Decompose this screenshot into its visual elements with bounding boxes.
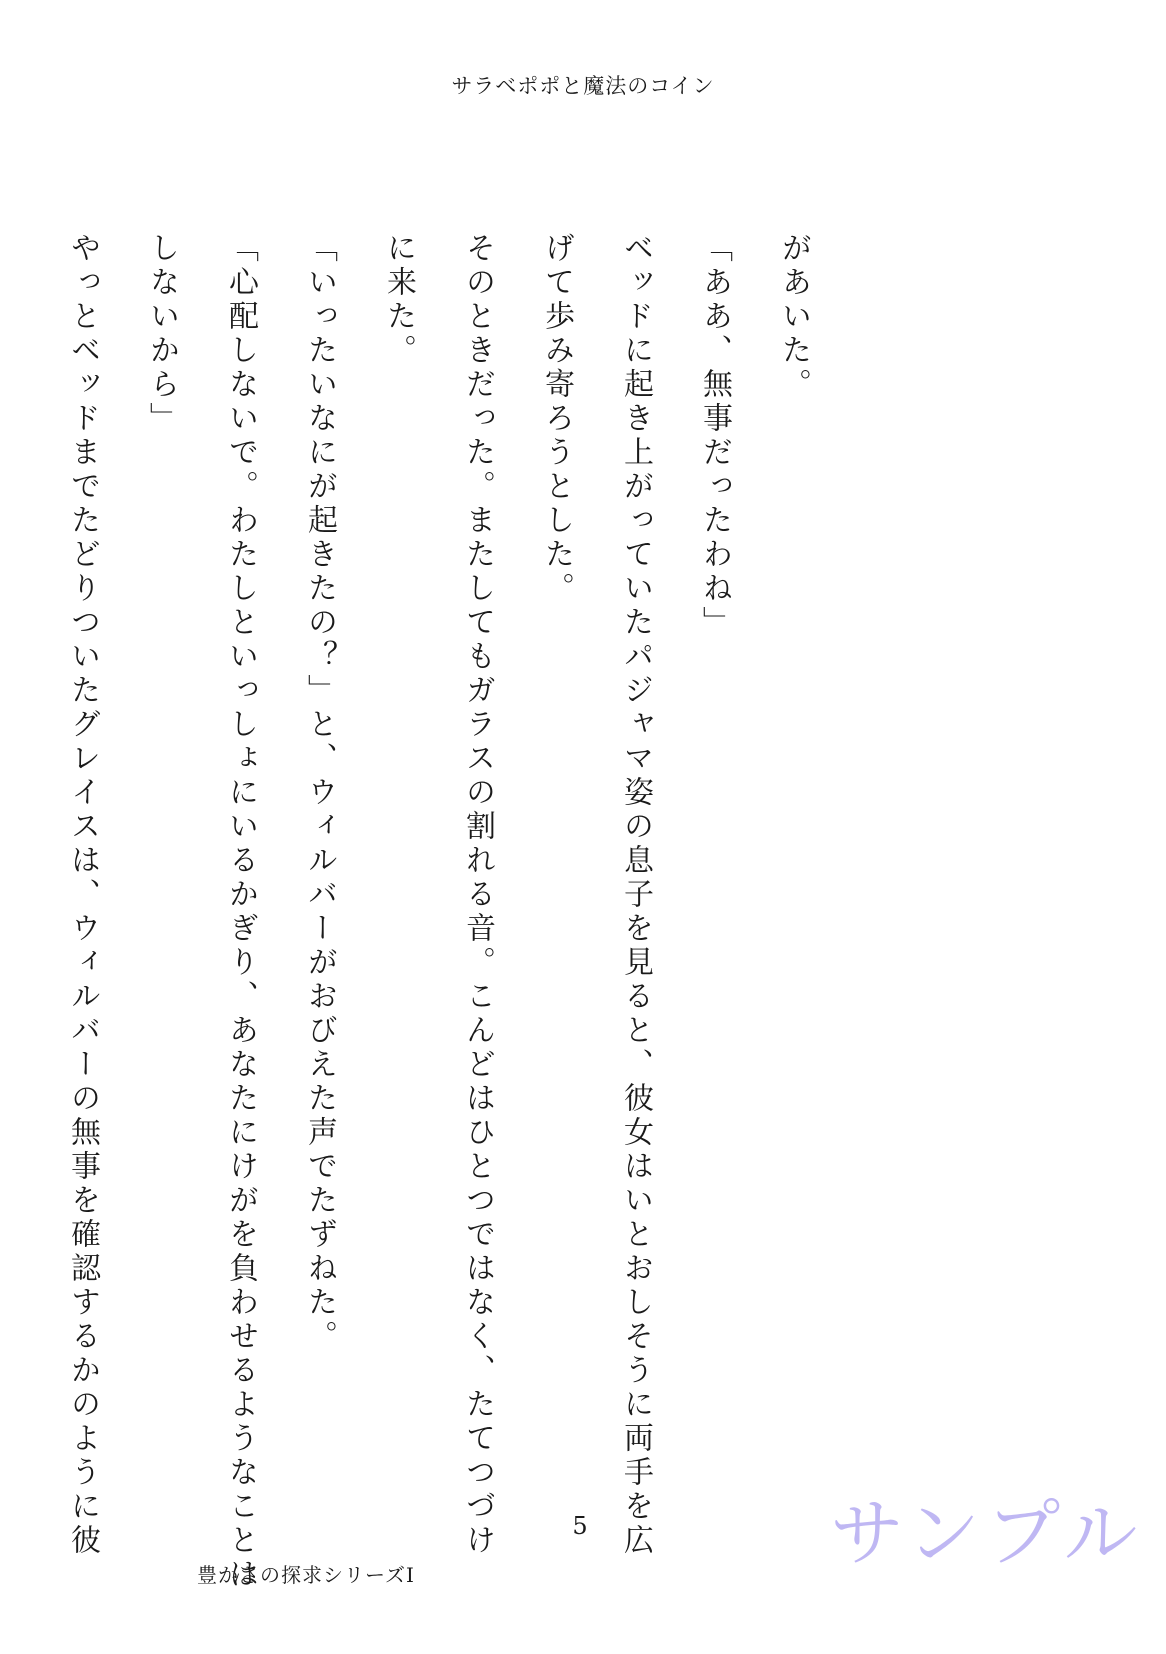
text-line: ベッドに起き上がっていたパジャマ姿の息子を見ると、彼女はいとおしそうに両手を広 (618, 232, 653, 1558)
text-line: しないから」 (144, 232, 179, 436)
text-line: やっとベッドまでたどりついたグレイスは、ウィルバーの無事を確認するかのように彼 (65, 232, 100, 1558)
text-line: 「いったいなにが起きたの？」と、ウィルバーがおびえた声でたずねた。 (302, 232, 337, 1354)
series-footer: 豊かさの探求シリーズⅠ (197, 1563, 415, 1587)
page-number: 5 (572, 1512, 588, 1540)
text-line: そのときだった。またしてもガラスの割れる音。こんどはひとつではなく、たてつづけ (460, 232, 495, 1558)
text-line: げて歩み寄ろうとした。 (539, 232, 574, 606)
text-line: 「ああ、無事だったわね」 (697, 232, 732, 640)
text-line: 「心配しないで。わたしといっしょにいるかぎり、あなたにけがを負わせるようなことは (223, 232, 258, 1592)
text-line: に来た。 (381, 232, 416, 368)
sample-watermark: サンプル (830, 1491, 1144, 1577)
text-line: があいた。 (776, 232, 811, 402)
page-header: サラベポポと魔法のコイン (451, 74, 715, 98)
